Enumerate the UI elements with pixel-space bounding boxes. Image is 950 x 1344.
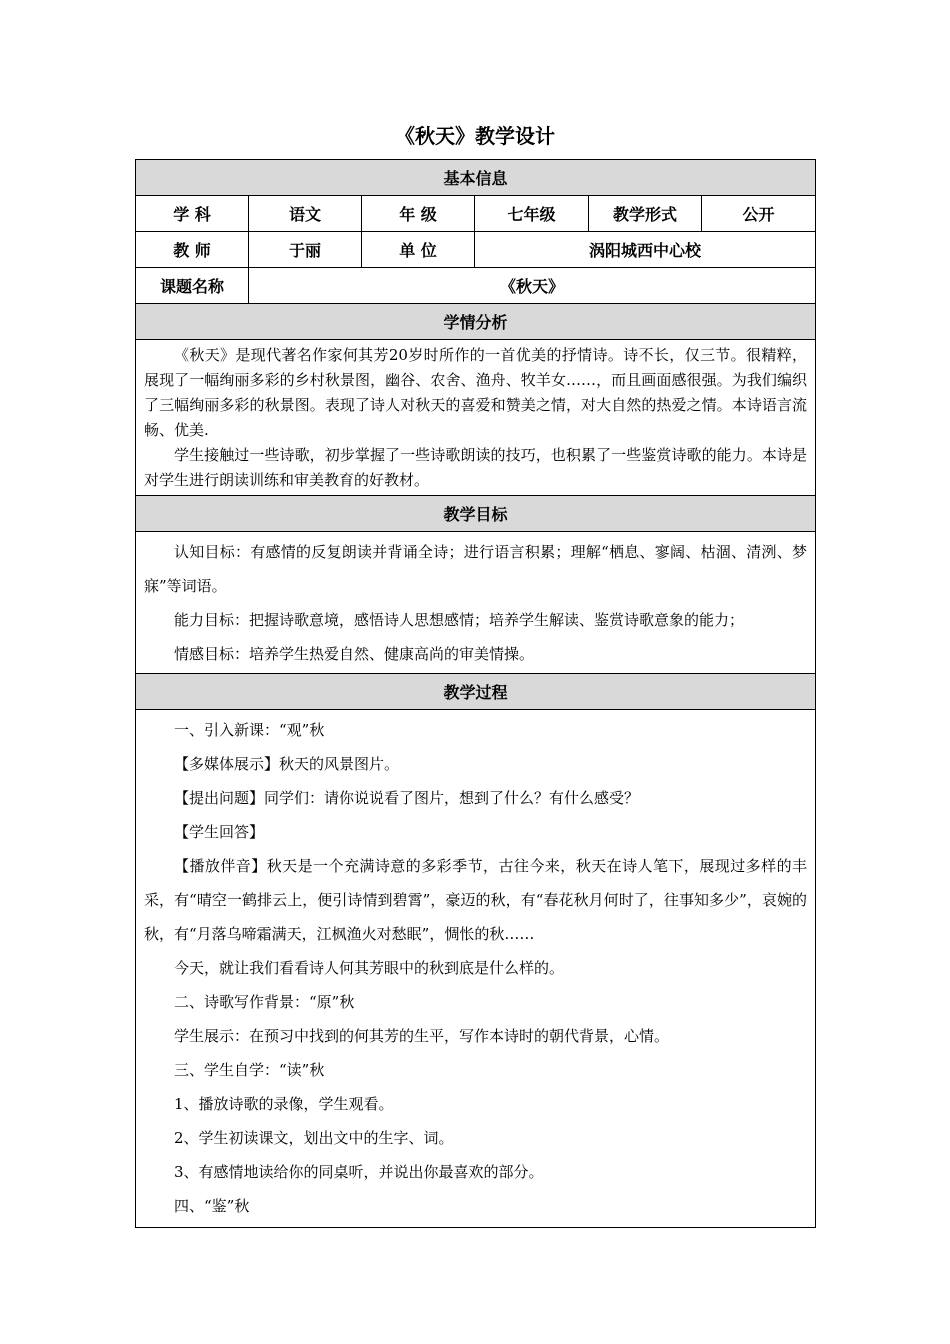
process-paragraph: 1、播放诗歌的录像，学生观看。 <box>174 1095 394 1113</box>
analysis-paragraph: 《秋天》是现代著名作家何其芳20岁时所作的一首优美的抒情诗。诗不长，仅三节。很精粹，展现了一幅绚丽多彩的乡村秋景图，幽谷、农舍、渔舟、牧羊女……，而且画面感很强。为我们编织了三幅绚丽多彩的秋景图。表现了诗人对秋天的喜爱和赞美之情，对大自然的热爱之情。本诗语言流畅、优美. <box>144 346 808 439</box>
topic-value: 《秋天》 <box>249 268 816 304</box>
objectives-content <box>136 532 816 674</box>
subject-value: 语文 <box>249 196 362 232</box>
lesson-plan-table <box>135 159 816 1228</box>
process-paragraph: 三、学生自学：“读”秋 <box>174 1061 325 1079</box>
process-paragraph: 一、引入新课：“观”秋 <box>174 721 325 739</box>
objective-paragraph: 能力目标：把握诗歌意境，感悟诗人思想感情；培养学生解读、鉴赏诗歌意象的能力； <box>174 611 745 629</box>
basic-info-header: 基本信息 <box>136 160 816 196</box>
document-title: 《秋天》教学设计 <box>395 124 555 148</box>
process-paragraph: 【提出问题】同学们：请你说说看了图片，想到了什么？有什么感受？ <box>174 789 640 807</box>
teacher-value: 于丽 <box>249 232 362 268</box>
process-paragraph: 今天，就让我们看看诗人何其芳眼中的秋到底是什么样的。 <box>174 959 565 977</box>
unit-value: 涡阳城西中心校 <box>475 232 816 268</box>
subject-label: 学 科 <box>136 196 249 232</box>
unit-label: 单 位 <box>362 232 475 268</box>
analysis-paragraph: 学生接触过一些诗歌，初步掌握了一些诗歌朗读的技巧，也积累了一些鉴赏诗歌的能力。本诗是对学生进行朗读训练和审美教育的好教材。 <box>144 446 808 489</box>
process-paragraph: 【学生回答】 <box>174 823 265 841</box>
grade-label: 年 级 <box>362 196 475 232</box>
process-header: 教学过程 <box>136 674 816 710</box>
process-paragraph: 【播放伴音】秋天是一个充满诗意的多彩季节，古往今来，秋天在诗人笔下，展现过多样的丰采，有“晴空一鹤排云上，便引诗情到碧霄”，豪迈的秋，有“春花秋月何时了，往事知多少”，哀婉的秋，有“月落乌啼霜满天，江枫渔火对愁眠”，惆怅的秋…… <box>144 857 808 943</box>
objective-paragraph: 情感目标：培养学生热爱自然、健康高尚的审美情操。 <box>174 645 535 663</box>
process-paragraph: 3、有感情地读给你的同桌听，并说出你最喜欢的部分。 <box>174 1163 544 1181</box>
analysis-content <box>136 340 816 496</box>
teacher-label: 教 师 <box>136 232 249 268</box>
objective-paragraph: 认知目标：有感情的反复朗读并背诵全诗；进行语言积累；理解“栖息、寥阔、枯涸、清洌、梦寐”等词语。 <box>144 543 808 595</box>
objectives-header: 教学目标 <box>136 496 816 532</box>
process-paragraph: 二、诗歌写作背景：“原”秋 <box>174 993 355 1011</box>
process-paragraph: 2、学生初读课文，划出文中的生字、词。 <box>174 1129 454 1147</box>
process-paragraph: 【多媒体展示】秋天的风景图片。 <box>174 755 400 773</box>
form-value: 公开 <box>702 196 816 232</box>
topic-label: 课题名称 <box>136 268 249 304</box>
process-paragraph: 四、“鉴”秋 <box>174 1197 250 1215</box>
process-paragraph: 学生展示：在预习中找到的何其芳的生平，写作本诗时的朝代背景，心情。 <box>174 1027 670 1045</box>
form-label: 教学形式 <box>589 196 702 232</box>
analysis-header: 学情分析 <box>136 304 816 340</box>
grade-value: 七年级 <box>475 196 589 232</box>
process-content <box>136 710 816 1228</box>
